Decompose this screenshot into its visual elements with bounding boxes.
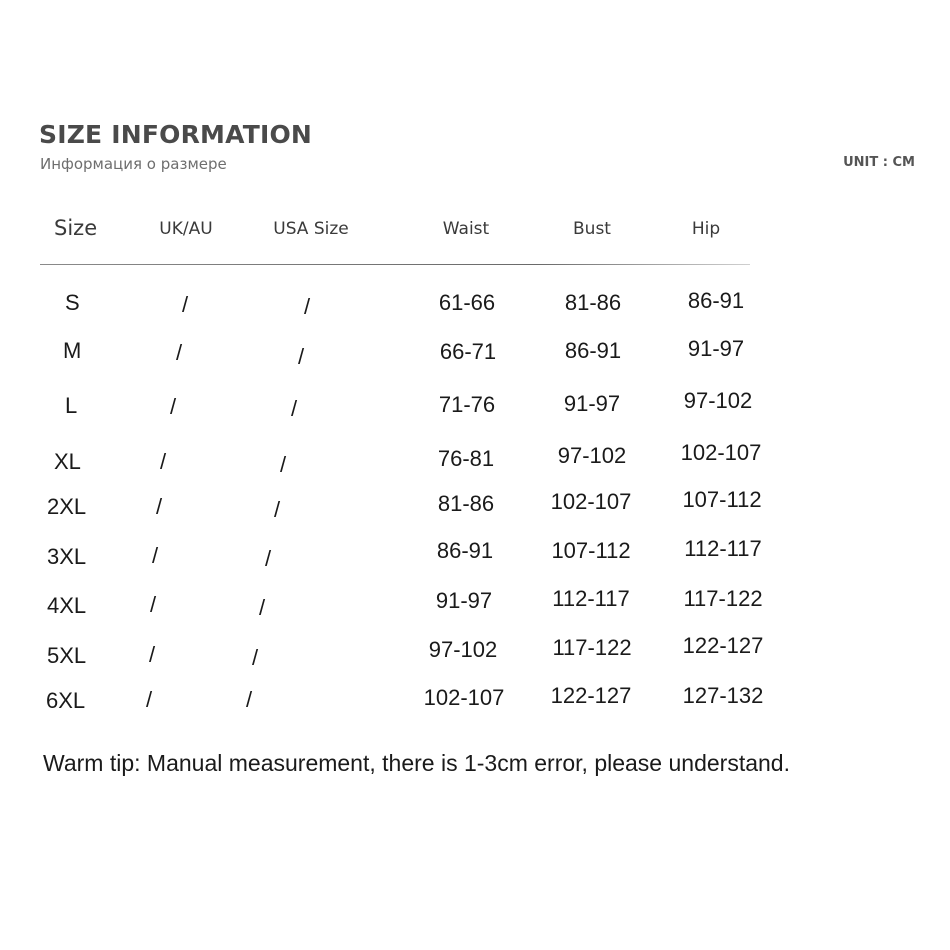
column-header-hip: Hip [691,219,721,239]
uk-au-cell: / [169,394,177,419]
bust-cell: 107-112 [551,538,631,563]
usa-size-cell: / [297,344,305,369]
hip-cell: 112-117 [684,536,762,561]
waist-cell: 66-71 [439,339,497,364]
waist-cell: 81-86 [437,491,495,516]
header-divider [40,264,750,265]
bust-cell: 81-86 [564,290,622,315]
bust-cell: 86-91 [564,338,622,363]
usa-size-cell: / [279,452,287,477]
usa-size-cell: / [303,294,311,319]
uk-au-cell: / [159,449,167,474]
footnote: Warm tip: Manual measurement, there is 1-3cm error, please understand. [43,750,790,776]
size-cell: 2XL [47,494,87,519]
hip-cell: 86-91 [687,288,745,313]
size-cell: M [63,338,82,363]
hip-cell: 117-122 [683,586,763,611]
usa-size-cell: / [264,546,272,571]
column-header-bust: Bust [573,219,611,239]
column-header-uk-au: UK/AU [159,219,213,239]
bust-cell: 91-97 [563,391,621,416]
waist-cell: 71-76 [438,392,496,417]
uk-au-cell: / [175,340,183,365]
size-cell: 5XL [47,643,87,668]
uk-au-cell: / [145,687,153,712]
bust-cell: 112-117 [552,586,630,611]
uk-au-cell: / [151,543,159,568]
uk-au-cell: / [181,292,189,317]
column-header-size: Size [54,216,98,240]
usa-size-cell: / [258,595,266,620]
page-subtitle: Информация о размере [40,155,227,173]
size-cell: XL [54,449,81,474]
usa-size-cell: / [273,497,281,522]
hip-cell: 122-127 [682,633,764,658]
uk-au-cell: / [149,592,157,617]
page-title: SIZE INFORMATION [39,120,313,149]
hip-cell: 91-97 [687,336,745,361]
size-cell: L [65,393,78,418]
hip-cell: 107-112 [682,487,762,512]
bust-cell: 117-122 [552,635,632,660]
uk-au-cell: / [155,494,163,519]
column-header-waist: Waist [442,219,490,239]
size-cell: 6XL [46,688,86,713]
hip-cell: 127-132 [682,683,764,708]
size-cell: 4XL [47,593,87,618]
bust-cell: 122-127 [550,683,632,708]
waist-cell: 61-66 [438,290,496,315]
usa-size-cell: / [251,645,259,670]
waist-cell: 76-81 [437,446,495,471]
bust-cell: 102-107 [550,489,632,514]
hip-cell: 97-102 [683,388,753,413]
waist-cell: 91-97 [435,588,493,613]
hip-cell: 102-107 [680,440,762,465]
waist-cell: 97-102 [428,637,498,662]
usa-size-cell: / [290,396,298,421]
size-cell: 3XL [47,544,87,569]
unit-label: UNIT : CM [843,155,915,170]
usa-size-cell: / [245,687,253,712]
bust-cell: 97-102 [557,443,627,468]
waist-cell: 102-107 [423,685,505,710]
uk-au-cell: / [148,642,156,667]
size-cell: S [65,290,80,315]
waist-cell: 86-91 [436,538,494,563]
column-header-usa-size: USA Size [273,219,349,239]
